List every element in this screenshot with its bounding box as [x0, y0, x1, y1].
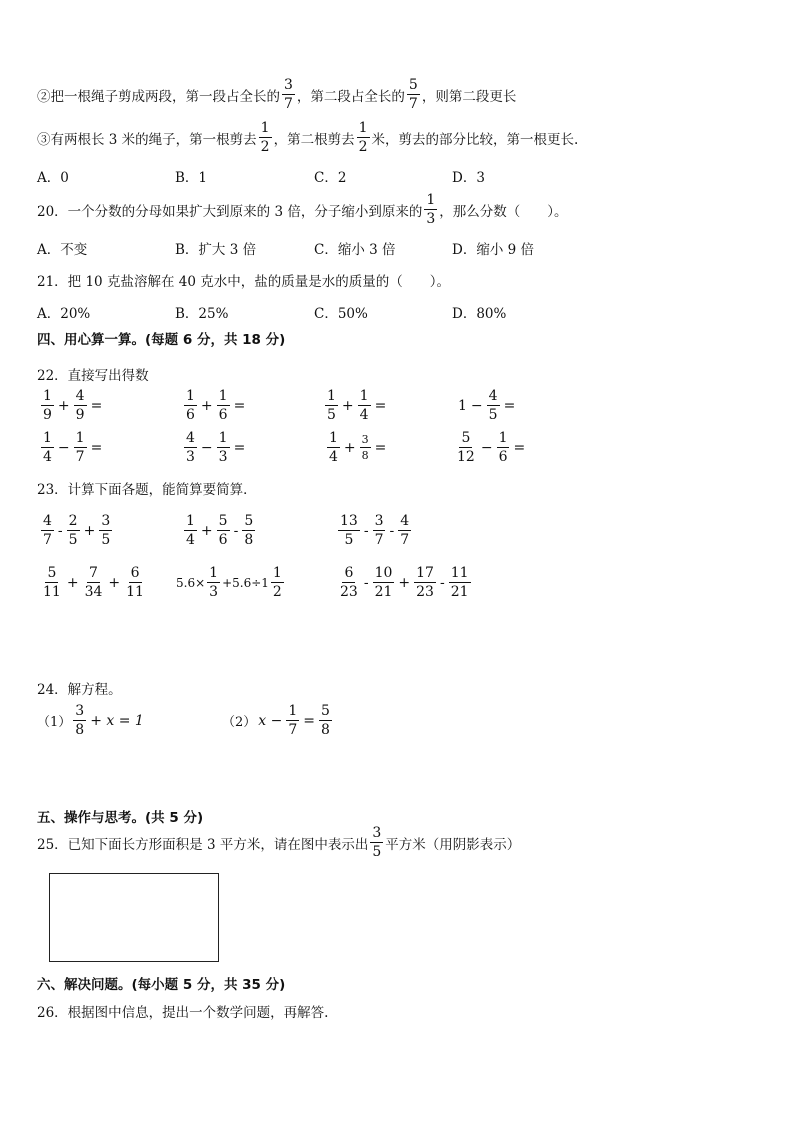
q24-equation-2: （2） x − $\frac{1}{7}$ = $\frac{5}{8}$ — [222, 703, 330, 738]
fraction: $\frac{3}{5}$ — [372, 825, 382, 860]
q22-r1-b: $\frac{1}{6}$ + $\frac{1}{6}$ = — [186, 388, 246, 423]
q20-option-a: A．不变 — [37, 242, 88, 258]
q22-r2-b: $\frac{4}{3}$ − $\frac{1}{3}$ = — [186, 430, 246, 465]
q23-expr-4: $\frac{5}{11}$ + $\frac{7}{34}$ + $\frac{6}{11}$ — [43, 565, 144, 600]
q23-expr-3: $\frac{13}{5}$ - $\frac{3}{7}$ - $\frac{4}{7}$ — [340, 513, 410, 548]
fraction: $\frac{3}{7}$ — [284, 77, 293, 112]
area-rectangle[interactable] — [49, 873, 219, 962]
q20-option-d: D．缩小 9 倍 — [452, 242, 534, 258]
q23-expr-1: $\frac{4}{7}$ - $\frac{2}{5}$ + $\frac{3}{5}$ — [43, 513, 111, 548]
fraction: $\frac{1}{2}$ — [260, 120, 270, 155]
q23-expr-2: $\frac{1}{4}$ + $\frac{5}{6}$ - $\frac{5}{8}$ — [186, 513, 254, 548]
q19-option-d: D．3 — [452, 170, 485, 186]
q21-option-a: A．20% — [37, 306, 91, 322]
q21-option-b: B．25% — [175, 306, 229, 322]
q19-option-c: C．2 — [314, 170, 347, 186]
q26-question: 26．根据图中信息，提出一个数学问题，再解答. — [37, 1005, 329, 1021]
q23-expr-6: $\frac{6}{23}$ - $\frac{10}{21}$ + $\frac{17}{23}$ - $\frac{11}{21}$ — [340, 565, 469, 600]
section-4-heading: 四、用心算一算。(每题 6 分，共 18 分) — [37, 332, 286, 348]
q25-question: 25．已知下面长方形面积是 3 平方米，请在图中表示出 $\frac{3}{5}$ 平方米（用阴影表示） — [37, 825, 521, 860]
q20-option-b: B．扩大 3 倍 — [175, 242, 257, 258]
section-5-heading: 五、操作与思考。(共 5 分) — [37, 810, 204, 826]
q22-title: 22．直接写出得数 — [37, 368, 149, 384]
q24-title: 24．解方程。 — [37, 682, 122, 698]
q20-option-c: C．缩小 3 倍 — [314, 242, 396, 258]
q24-equation-1: （1） $\frac{3}{8}$ + x = 1 — [37, 703, 144, 738]
q21-option-d: D．80% — [452, 306, 507, 322]
q22-r1-d: 1 − $\frac{4}{5}$ = — [458, 388, 516, 423]
q19-option-b: B．1 — [175, 170, 208, 186]
q21-question: 21．把 10 克盐溶解在 40 克水中，盐的质量是水的质量的（ ）。 — [37, 274, 450, 290]
q22-r1-a: $\frac{1}{9}$ + $\frac{4}{9}$ = — [43, 388, 103, 423]
fraction: $\frac{1}{3}$ — [426, 192, 436, 227]
q19-item2: ②把一根绳子剪成两段，第一段占全长的 $\frac{3}{7}$ ，第二段占全长的 $\frac{5}{7}$ ，则第二段更长 — [37, 77, 517, 112]
q22-r1-c: $\frac{1}{5}$ + $\frac{1}{4}$ = — [327, 388, 387, 423]
fraction: $\frac{5}{7}$ — [408, 77, 418, 112]
fraction: $\frac{1}{2}$ — [358, 120, 368, 155]
q22-r2-a: $\frac{1}{4}$ − $\frac{1}{7}$ = — [43, 430, 103, 465]
section-6-heading: 六、解决问题。(每小题 5 分，共 35 分) — [37, 977, 286, 993]
q21-option-c: C．50% — [314, 306, 368, 322]
q22-r2-c: $\frac{1}{4}$ + $\frac{3}{8}$ = — [329, 430, 387, 465]
q23-expr-5: 5.6× $\frac{1}{3}$ +5.6÷1 $\frac{1}{2}$ — [176, 565, 282, 600]
q19-item3: ③有两根长 3 米的绳子，第一根剪去 $\frac{1}{2}$ ，第二根剪去 $\frac{1}{2}$ 米，剪去的部分比较，第一根更长. — [37, 120, 579, 155]
q22-r2-d: $\frac{5}{12}$ − $\frac{1}{6}$ = — [457, 430, 526, 465]
q23-title: 23．计算下面各题，能简算要简算． — [37, 482, 257, 498]
q20-question: 20．一个分数的分母如果扩大到原来的 3 倍，分子缩小到原来的 $\frac{1}{3}$ ，那么分数（ ）。 — [37, 192, 568, 227]
q19-option-a: A．0 — [37, 170, 69, 186]
